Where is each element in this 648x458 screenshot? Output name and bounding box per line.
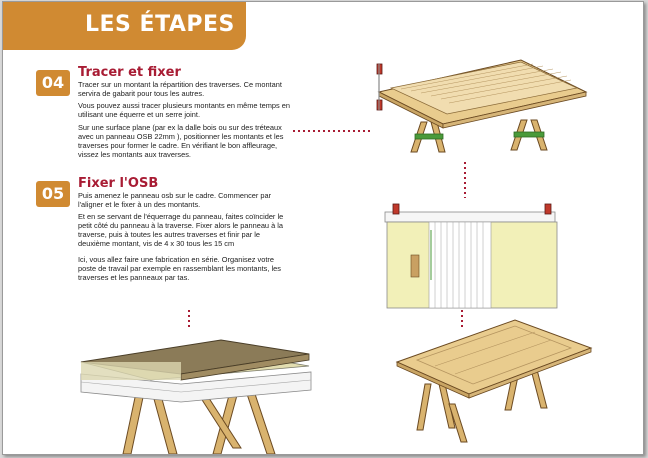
section-header: [3, 2, 246, 50]
section-title: LES ÉTAPES: [85, 12, 235, 37]
panel-assembly-illustration: [383, 200, 563, 310]
step-05-number-badge: 05: [36, 181, 70, 207]
panel-on-trestles-illustration: [395, 312, 595, 447]
dotted-connector-upper: [461, 160, 469, 200]
step-05-paragraph-1: Puis amenez le panneau osb sur le cadre. Commencer par l'aligner et le fixer à un des montants.: [78, 191, 272, 209]
trestle-frame-illustration: [371, 52, 591, 162]
step-05-paragraph-2: Et en se servant de l'équerrage du panneau, faites coïncider le petit côté du panneau à la traverse. Fixer alors le panneau à la traverse, puis à toutes les autres traverses et finir par le deuxième montant, vis de 4 x 30 tous les 15 cm: [78, 212, 284, 248]
dotted-connector-left: [291, 127, 373, 135]
step-05-title: Fixer l'OSB: [78, 176, 159, 191]
step-04-paragraph-3: Sur une surface plane (par ex la dalle bois ou sur des tréteaux avec un panneau OSB 22mm ), positionner les montants et les traverses pour former le cadre. En vérifiant le bon affleurage, vissez les montants aux traverses.: [78, 123, 284, 159]
panel-placement-illustration: [81, 332, 311, 454]
step-05-paragraph-3: Ici, vous allez faire une fabrication en série. Organisez votre poste de travail par exemple en rassemblant les montants, les traverses et les panneaux par tas.: [78, 255, 281, 282]
step-04-number-badge: 04: [36, 70, 70, 96]
step-04-title: Tracer et fixer: [78, 65, 181, 80]
dotted-connector-bottom-left: [185, 308, 193, 332]
document-page: [2, 1, 644, 455]
step-04-paragraph-2: Vous pouvez aussi tracer plusieurs montants en même temps en utilisant une équerre et un serre joint.: [78, 101, 290, 119]
step-04-paragraph-1: Tracer sur un montant la répartition des traverses. Ce montant servira de gabarit pour tous les autres.: [78, 80, 282, 98]
